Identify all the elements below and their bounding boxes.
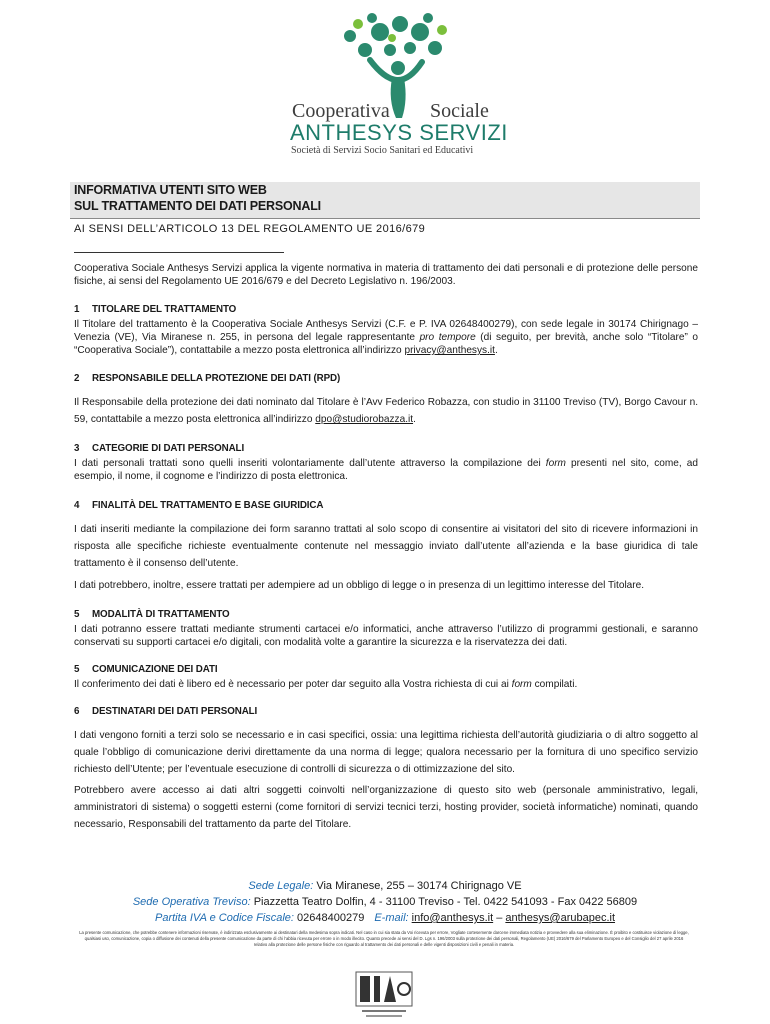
operative-address: Piazzetta Teatro Dolfin, 4 - 31100 Treviso - Tel. 0422 541093 - Fax 0422 56809 <box>253 896 638 908</box>
section-title: COMUNICAZIONE DEI DATI <box>92 664 218 675</box>
section-paragraph: I dati potranno essere trattati mediante strumenti cartacei e/o informatici, anche attraverso l’utilizzo di programmi gestionali, e saranno conservati su supporti cartacei e/o digitali, con modalità volte a garantire la sicurezza e la riservatezza dei dati. <box>74 624 698 648</box>
disclaimer-fine-print: La presente comunicazione, che potrebbe contenere informazioni riservate, è indirizzata esclusivamente ai destinatari della medesima sopra indicati. Nel caso in cui sia stata da Voi ricevuta per errore, Vogliate cortesemente darcene immediata notizia e provvedere alla sua eliminazione. È proibito e costituisce violazione di legge, qualsiasi uso, comunicazione, copia o diffusione dei contenuti della presente comunicazione da parte di chi l’abbia ricevuta per errore o in modo illecito. Quanto precede ai sensi del D. Lgs n. 196/2003 sulla protezione dei dati personali, Regolamento (UE) 2016/679 del Parlamento Europeo e del Consiglio del 27 aprile 2016 relativo alla protezione delle persone fisiche con riguardo al trattamento dei dati personali e delle vigenti disposizioni civili e penali in materia. <box>79 930 689 947</box>
section-title: DESTINATARI DEI DATI PERSONALI <box>92 706 258 717</box>
legal-label: Sede Legale <box>248 880 311 892</box>
brand-word-cooperativa: Cooperativa <box>292 100 390 122</box>
operative-label: Sede Operativa Treviso <box>132 896 248 908</box>
document-body <box>74 262 698 833</box>
intro-paragraph: Cooperativa Sociale Anthesys Servizi applica la vigente normativa in materia di trattamento dei dati personali e di protezione delle persone fisiche, ai sensi del Regolamento UE 2016/679 e del Decreto Legislativo n. 196/2003. <box>74 263 698 287</box>
separator: – <box>496 912 503 924</box>
section-heading <box>74 608 698 621</box>
section-heading <box>74 499 698 512</box>
section-paragraph <box>74 678 698 691</box>
dpo-email-link[interactable]: dpo@studiorobazza.it <box>315 414 414 425</box>
section-title: RESPONSABILE DELLA PROTEZIONE DEI DATI (RPD) <box>92 373 341 384</box>
text-run: compilati. <box>531 679 578 690</box>
section-heading <box>74 303 698 316</box>
title-line-2: SUL TRATTAMENTO DEI DATI PERSONALI <box>74 199 321 213</box>
text-run: I dati personali trattati sono quelli inseriti volontariamente dall’utente attraverso la compilazione dei <box>74 458 546 469</box>
section-number: 2 <box>74 373 80 384</box>
text-emphasis: pro tempore <box>419 332 476 343</box>
section-number: 3 <box>74 443 80 454</box>
text-run: (di seguito, per brevità, anche solo “Titolare” o “Cooperativa Sociale”), contattabile a mezzo posta elettronica all’indirizzo <box>74 332 699 356</box>
info-email-link[interactable]: info@anthesys.it <box>411 912 494 924</box>
text-run: Il conferimento dei dati è libero ed è necessario per poter dar seguito alla Vostra richiesta di cui ai <box>74 679 512 690</box>
section-title: TITOLARE DEL TRATTAMENTO <box>92 304 237 315</box>
pec-email-link[interactable]: anthesys@arubapec.it <box>505 912 616 924</box>
section-paragraph: I dati potrebbero, inoltre, essere trattati per adempiere ad un obbligo di legge o in presenza di un legittimo interesse del Titolare. <box>74 580 645 591</box>
title-line-1: INFORMATIVA UTENTI SITO WEB <box>74 183 267 197</box>
brand-word-sociale: Sociale <box>430 100 489 122</box>
text-run: Il Titolare del trattamento è la Cooperativa Sociale Anthesys Servizi (C.F. e P. IVA 02648400279), con sede legale in 30174 Chirignago – Venezia (VE), Via Miranese n. 255, in persona del legale rappresentante <box>74 319 698 343</box>
section-paragraph: Potrebbero avere accesso ai dati altri soggetti coinvolti nell’organizzazione di questo sito web (personale amministrativo, legali, amministratori di sistema) o soggetti esterni (come fornitori di servizi tecnici terzi, hosting provider, società informatiche) nominati, quando necessario, Responsabili del trattamento da parte del Titolare. <box>74 785 698 830</box>
text-emphasis: form <box>545 458 566 469</box>
section-heading <box>74 372 698 385</box>
footer-vat-line: Partita IVA e Codice Fiscale: 02648400279 E-mail: info@anthesys.it – anthesys@arubapec.it <box>154 912 616 924</box>
section-title: MODALITÀ DI TRATTAMENTO <box>92 609 230 620</box>
document-subtitle: AI SENSI DELL’ARTICOLO 13 DEL REGOLAMENTO UE 2016/679 <box>74 223 426 235</box>
text-emphasis: form <box>511 679 532 690</box>
email-label: E-mail <box>374 912 406 924</box>
section-heading <box>74 663 698 676</box>
text-run: . <box>413 414 416 425</box>
section-heading <box>74 442 698 455</box>
divider <box>74 252 284 253</box>
section-heading <box>74 705 698 718</box>
section-paragraph: I dati inseriti mediante la compilazione dei form saranno trattati al solo scopo di consentire ai visitatori del sito di ricevere informazioni in risposta alle specifiche richieste eventualmente contenute nel messaggio inviato dall’utente all’azienda e la base giuridica di tale trattamento è il consenso dell’utente. <box>74 524 698 569</box>
section-title: FINALITÀ DEL TRATTAMENTO E BASE GIURIDICA <box>92 500 324 511</box>
footer-operative-line: Sede Operativa Treviso: Piazzetta Teatro Dolfin, 4 - 31100 Treviso - Tel. 0422 541093 - Fax 0422 56809 <box>132 896 638 908</box>
vat-number: 02648400279 <box>297 912 365 924</box>
section-title: CATEGORIE DI DATI PERSONALI <box>92 443 245 454</box>
section-number: 4 <box>74 500 80 511</box>
brand-subtitle: Società di Servizi Socio Sanitari ed Educativi <box>291 145 474 156</box>
section-number: 5 <box>74 609 80 620</box>
section-paragraph <box>74 318 698 357</box>
text-run: presenti nel sito, come, ad esempio, il nome, il cognome e l’indirizzo di posta elettronica. <box>74 458 698 482</box>
text-run: . <box>494 345 498 356</box>
text-run: Il Responsabile della protezione dei dati nominato dal Titolare è l’Avv Federico Robazza, con studio in 31100 Treviso (TV), Borgo Cavour n. 59, contattabile a mezzo posta elettronica all’indirizzo <box>74 397 698 425</box>
section-paragraph: I dati vengono forniti a terzi solo se necessario e in casi specifici, ossia: una legittima richiesta dell’autorità giudiziaria o di altro soggetto al quale l’obbligo di comunicazione derivi direttamente da una norma di legge; qualora necessario per la fornitura di uno specifico servizio richiesto dell’Utente; per l’eventuale esecuzione di controlli di sicurezza o di ottimizzazione del sito. <box>74 730 698 775</box>
brand-name: ANTHESYS SERVIZI <box>290 120 508 145</box>
document-title <box>70 182 700 219</box>
section-number: 5 <box>74 664 80 675</box>
footer-legal-line: Sede Legale: Via Miranese, 255 – 30174 Chirignago VE <box>248 880 522 892</box>
section-number: 1 <box>74 304 80 315</box>
section-number: 6 <box>74 706 80 717</box>
privacy-email-link[interactable]: privacy@anthesys.it <box>404 345 495 356</box>
vat-label: Partita IVA e Codice Fiscale <box>154 912 291 924</box>
footer <box>0 878 770 926</box>
section-paragraph <box>74 457 698 483</box>
legal-address: Via Miranese, 255 – 30174 Chirignago VE <box>316 880 522 892</box>
section-paragraph <box>74 394 698 428</box>
certification-badge-icon <box>352 964 416 1020</box>
